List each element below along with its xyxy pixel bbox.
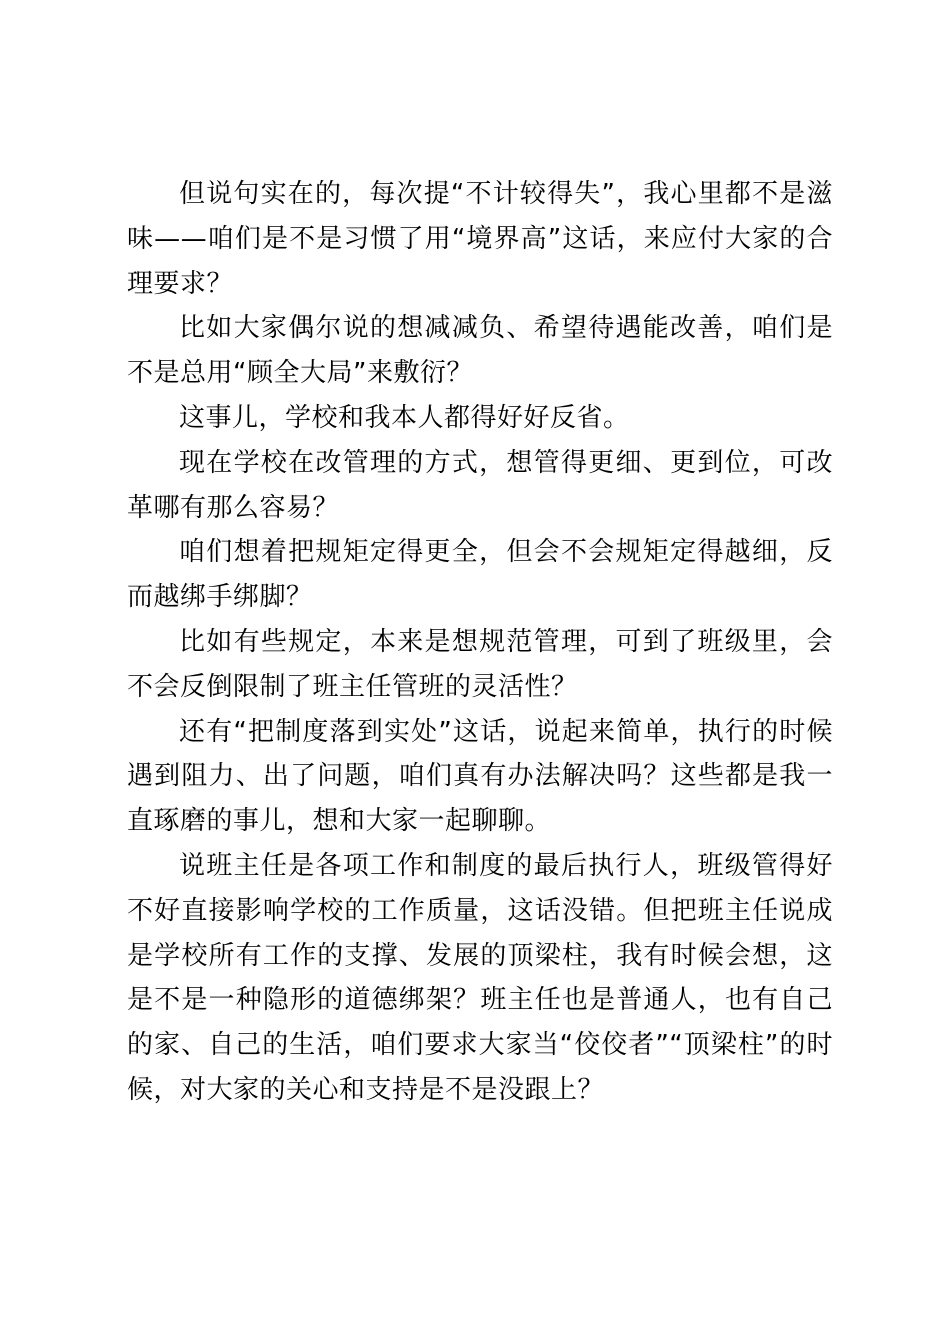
paragraph: 现在学校在改管理的方式，想管得更细、更到位，可改革哪有那么容易？ <box>127 447 833 523</box>
document-body <box>127 172 833 1113</box>
paragraph: 这事儿，学校和我本人都得好好反省。 <box>179 402 630 433</box>
paragraph: 还有“把制度落到实处”这话，说起来简单，执行的时候遇到阻力、出了问题，咱们真有办法解决吗？这些都是我一直琢磨的事儿，想和大家一起聊聊。 <box>127 716 833 837</box>
paragraph: 说班主任是各项工作和制度的最后执行人，班级管得好不好直接影响学校的工作质量，这话没错。但把班主任说成是学校所有工作的支撑、发展的顶梁柱，我有时候会想，这是不是一种隐形的道德绑架？班主任也是普通人，也有自己的家、自己的生活，咱们要求大家当“佼佼者”“顶梁柱”的时候，对大家的关心和支持是不是没跟上？ <box>127 850 833 1105</box>
paragraph: 比如大家偶尔说的想减减负、希望待遇能改善，咱们是不是总用“顾全大局”来敷衍？ <box>127 313 833 389</box>
paragraph: 比如有些规定，本来是想规范管理，可到了班级里，会不会反倒限制了班主任管班的灵活性？ <box>127 626 833 702</box>
paragraph: 咱们想着把规矩定得更全，但会不会规矩定得越细，反而越绑手绑脚？ <box>127 537 833 613</box>
paragraph: 但说句实在的，每次提“不计较得失”，我心里都不是滋味——咱们是不是习惯了用“境界高”这话，来应付大家的合理要求？ <box>127 179 833 299</box>
